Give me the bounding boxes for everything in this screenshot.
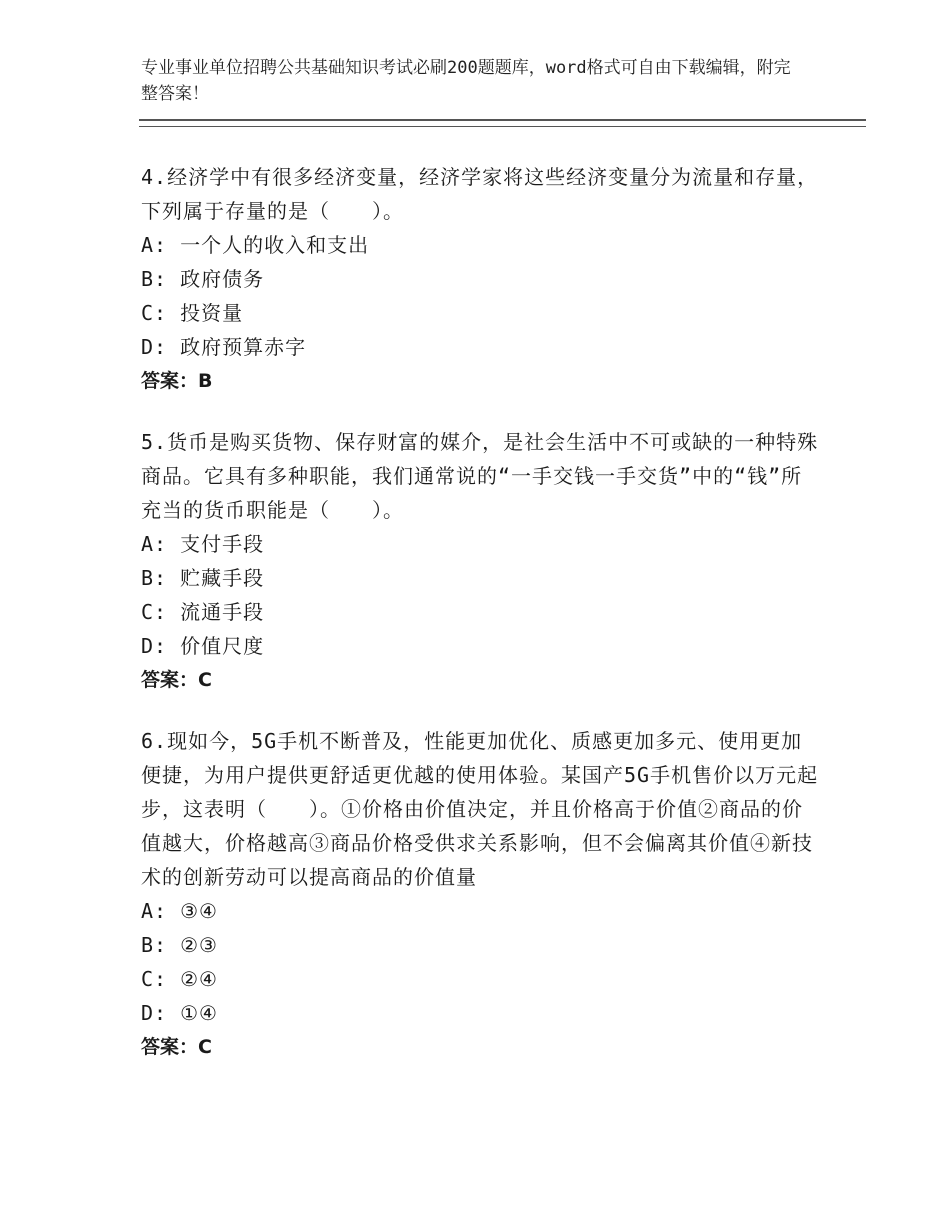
question-stem: 6.现如今，5G手机不断普及，性能更加优化、质感更加多元、使用更加便捷，为用户提供更舒适更优越的使用体验。某国产5G手机售价以万元起步，这表明（ ）。①价格由价值决定，并且价格高于价值②商品的价值越大，价格越高③商品价格受供求关系影响，但不会偏离其价值④新技术的创新劳动可以提高商品的价值量 (141, 729, 819, 889)
option-c: C: ②④ (141, 967, 218, 991)
option-a: A: 支付手段 (141, 532, 265, 556)
answer-label: 答案：B (141, 370, 213, 392)
option-b: B: 政府债务 (141, 267, 265, 291)
option-c: C: 投资量 (141, 301, 244, 325)
question-5 (141, 425, 821, 697)
question-list (141, 160, 821, 1091)
header-divider (139, 119, 866, 127)
question-stem: 5.货币是购买货物、保存财富的媒介，是社会生活中不可或缺的一种特殊商品。它具有多种职能，我们通常说的“一手交钱一手交货”中的“钱”所充当的货币职能是（ ）。 (141, 430, 819, 522)
question-6 (141, 724, 821, 1064)
option-c: C: 流通手段 (141, 600, 265, 624)
option-d: D: ①④ (141, 1001, 218, 1025)
question-stem: 4.经济学中有很多经济变量，经济学家将这些经济变量分为流量和存量，下列属于存量的是（ ）。 (141, 165, 819, 223)
option-b: B: ②③ (141, 933, 218, 957)
option-d: D: 价值尺度 (141, 634, 265, 658)
question-4 (141, 160, 821, 398)
option-a: A: 一个人的收入和支出 (141, 233, 370, 257)
answer-label: 答案：C (141, 1036, 212, 1058)
option-d: D: 政府预算赤字 (141, 335, 307, 359)
page-header: 专业事业单位招聘公共基础知识考试必刷200题题库，word格式可自由下载编辑，附完整答案！ (141, 58, 791, 104)
answer-label: 答案：C (141, 669, 212, 691)
option-a: A: ③④ (141, 899, 218, 923)
option-b: B: 贮藏手段 (141, 566, 265, 590)
